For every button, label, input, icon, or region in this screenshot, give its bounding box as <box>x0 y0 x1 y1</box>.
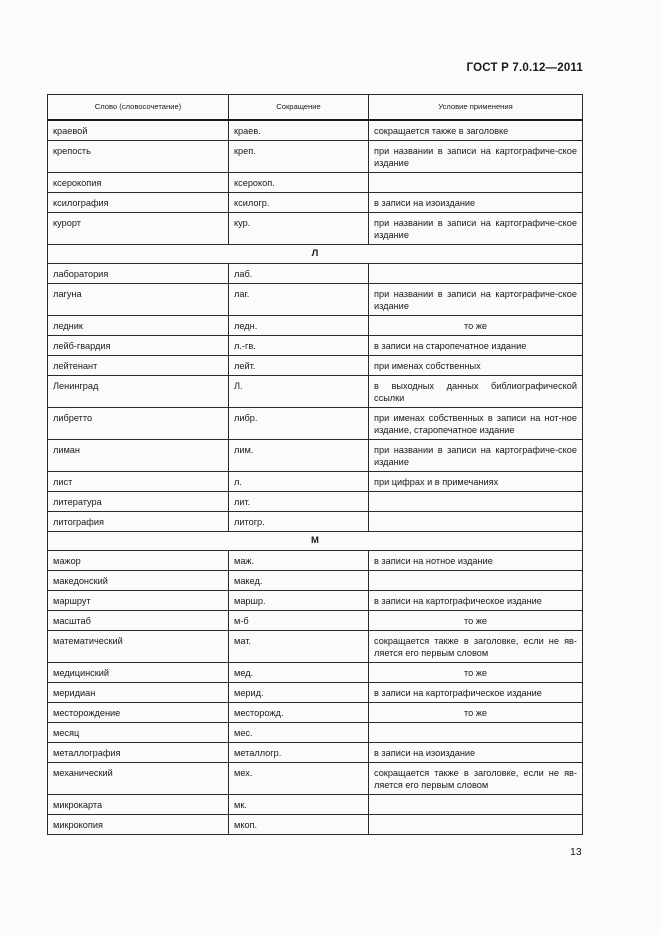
condition-cell: при именах собственных <box>369 356 583 376</box>
abbreviation-cell: либр. <box>229 408 369 440</box>
condition-cell: при цифрах и в примечаниях <box>369 472 583 492</box>
word-cell: микрокарта <box>48 795 229 815</box>
condition-cell: то же <box>369 703 583 723</box>
abbreviation-cell: креп. <box>229 141 369 173</box>
column-header-abbreviation: Сокращение <box>229 95 369 121</box>
word-cell: македонский <box>48 571 229 591</box>
condition-cell: при именах собственных в записи на нот-ное издание, старопечатное издание <box>369 408 583 440</box>
table-row <box>48 723 583 743</box>
word-cell: месторождение <box>48 703 229 723</box>
condition-cell: в записи на нотное издание <box>369 551 583 571</box>
table-row <box>48 141 583 173</box>
table-row <box>48 316 583 336</box>
abbreviation-cell: Л. <box>229 376 369 408</box>
word-cell: ксилография <box>48 193 229 213</box>
condition-cell <box>369 571 583 591</box>
abbreviation-cell: маж. <box>229 551 369 571</box>
abbreviation-cell: мат. <box>229 631 369 663</box>
table-row <box>48 571 583 591</box>
abbreviation-cell: лейт. <box>229 356 369 376</box>
abbreviation-cell: лим. <box>229 440 369 472</box>
word-cell: лист <box>48 472 229 492</box>
table-row <box>48 763 583 795</box>
condition-cell: в записи на изоиздание <box>369 743 583 763</box>
table-row <box>48 611 583 631</box>
page-number: 13 <box>570 846 582 858</box>
condition-cell: при названии в записи на картографиче-ское издание <box>369 141 583 173</box>
word-cell: механический <box>48 763 229 795</box>
abbreviation-cell: металлогр. <box>229 743 369 763</box>
table-row <box>48 356 583 376</box>
table-row <box>48 440 583 472</box>
abbreviation-cell: ледн. <box>229 316 369 336</box>
word-cell: ксерокопия <box>48 173 229 193</box>
table-row <box>48 284 583 316</box>
section-letter-row <box>48 532 583 551</box>
table-body <box>48 120 583 835</box>
abbreviation-cell: маршр. <box>229 591 369 611</box>
table-row <box>48 408 583 440</box>
condition-cell: сокращается также в заголовке, если не яв-ляется его первым словом <box>369 631 583 663</box>
word-cell: ледник <box>48 316 229 336</box>
table-row <box>48 173 583 193</box>
table-row <box>48 492 583 512</box>
condition-cell <box>369 795 583 815</box>
section-letter: М <box>48 532 583 551</box>
word-cell: лаборатория <box>48 264 229 284</box>
condition-cell: в записи на картографическое издание <box>369 683 583 703</box>
abbreviation-cell: макед. <box>229 571 369 591</box>
abbreviation-cell: мк. <box>229 795 369 815</box>
condition-cell <box>369 815 583 835</box>
abbreviation-cell: кур. <box>229 213 369 245</box>
word-cell: месяц <box>48 723 229 743</box>
table-row <box>48 376 583 408</box>
abbreviation-cell: л. <box>229 472 369 492</box>
condition-cell <box>369 492 583 512</box>
abbreviation-cell: мкоп. <box>229 815 369 835</box>
column-header-condition: Условие применения <box>369 95 583 121</box>
table-row <box>48 683 583 703</box>
section-letter: Л <box>48 245 583 264</box>
table-row <box>48 551 583 571</box>
condition-cell: при названии в записи на картографиче-ское издание <box>369 440 583 472</box>
word-cell: краевой <box>48 120 229 141</box>
condition-cell: при названии в записи на картографиче-ское издание <box>369 213 583 245</box>
word-cell: лейтенант <box>48 356 229 376</box>
word-cell: литература <box>48 492 229 512</box>
word-cell: масштаб <box>48 611 229 631</box>
table-row <box>48 213 583 245</box>
condition-cell <box>369 264 583 284</box>
abbreviation-cell: мерид. <box>229 683 369 703</box>
abbreviation-cell: м-б <box>229 611 369 631</box>
condition-cell: сокращается также в заголовке, если не яв-ляется его первым словом <box>369 763 583 795</box>
word-cell: медицинский <box>48 663 229 683</box>
word-cell: Ленинград <box>48 376 229 408</box>
abbreviation-cell: л.-гв. <box>229 336 369 356</box>
abbreviation-cell: лаб. <box>229 264 369 284</box>
word-cell: лагуна <box>48 284 229 316</box>
condition-cell: в записи на изоиздание <box>369 193 583 213</box>
condition-cell: в выходных данных библиографической ссылки <box>369 376 583 408</box>
abbreviation-cell: краев. <box>229 120 369 141</box>
word-cell: лейб-гвардия <box>48 336 229 356</box>
word-cell: либретто <box>48 408 229 440</box>
table-row <box>48 591 583 611</box>
table-header-row <box>48 95 583 121</box>
abbreviation-cell: ксилогр. <box>229 193 369 213</box>
condition-cell: при названии в записи на картографиче-ское издание <box>369 284 583 316</box>
abbreviation-cell: месторожд. <box>229 703 369 723</box>
abbreviation-cell: литогр. <box>229 512 369 532</box>
abbreviation-cell: мех. <box>229 763 369 795</box>
table-row <box>48 631 583 663</box>
word-cell: литография <box>48 512 229 532</box>
table-row <box>48 815 583 835</box>
condition-cell: сокращается также в заголовке <box>369 120 583 141</box>
table-row <box>48 336 583 356</box>
condition-cell: в записи на старопечатное издание <box>369 336 583 356</box>
abbreviation-cell: мед. <box>229 663 369 683</box>
abbreviation-cell: ксерокоп. <box>229 173 369 193</box>
word-cell: маршрут <box>48 591 229 611</box>
abbreviation-cell: лаг. <box>229 284 369 316</box>
column-header-word: Слово (словосочетание) <box>48 95 229 121</box>
table-row <box>48 264 583 284</box>
abbreviation-table <box>47 94 583 835</box>
table-row <box>48 193 583 213</box>
table-row <box>48 120 583 141</box>
abbreviation-cell: лит. <box>229 492 369 512</box>
condition-cell <box>369 723 583 743</box>
word-cell: крепость <box>48 141 229 173</box>
condition-cell <box>369 173 583 193</box>
condition-cell: то же <box>369 316 583 336</box>
word-cell: металлография <box>48 743 229 763</box>
document-header: ГОСТ Р 7.0.12—2011 <box>466 62 583 74</box>
table-row <box>48 472 583 492</box>
condition-cell: то же <box>369 663 583 683</box>
word-cell: микрокопия <box>48 815 229 835</box>
word-cell: лиман <box>48 440 229 472</box>
table-row <box>48 663 583 683</box>
word-cell: мажор <box>48 551 229 571</box>
abbreviation-cell: мес. <box>229 723 369 743</box>
condition-cell: в записи на картографическое издание <box>369 591 583 611</box>
word-cell: курорт <box>48 213 229 245</box>
table-row <box>48 743 583 763</box>
table-row <box>48 703 583 723</box>
table-row <box>48 795 583 815</box>
word-cell: математический <box>48 631 229 663</box>
section-letter-row <box>48 245 583 264</box>
condition-cell <box>369 512 583 532</box>
condition-cell: то же <box>369 611 583 631</box>
table-row <box>48 512 583 532</box>
word-cell: меридиан <box>48 683 229 703</box>
